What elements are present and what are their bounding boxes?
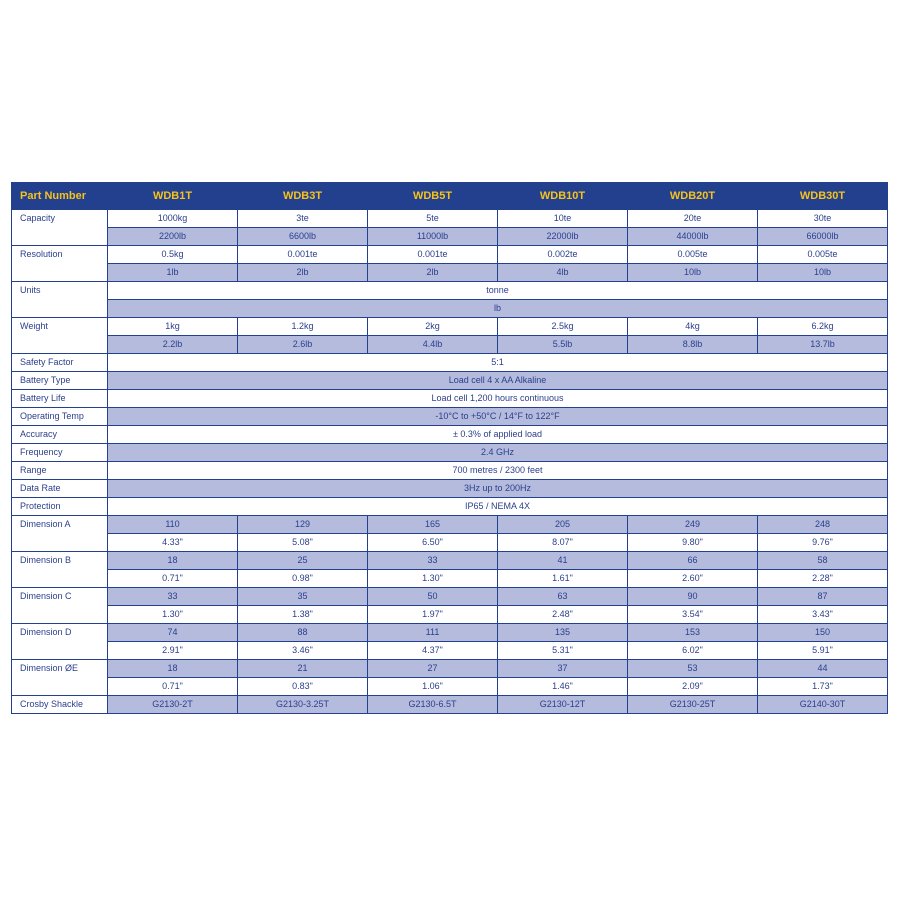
value-cell: 4.4lb <box>368 336 498 354</box>
value-cell: 35 <box>238 588 368 606</box>
table-row <box>12 408 888 426</box>
value-cell: 5.91" <box>758 642 888 660</box>
value-cell: G2130-25T <box>628 696 758 714</box>
value-cell: 135 <box>498 624 628 642</box>
spanning-value-cell: 2.4 GHz <box>108 444 888 462</box>
header-row <box>12 183 888 210</box>
value-cell: 165 <box>368 516 498 534</box>
value-cell: 87 <box>758 588 888 606</box>
value-cell: 2.2lb <box>108 336 238 354</box>
row-label: Crosby Shackle <box>12 696 108 714</box>
table-row <box>12 606 888 624</box>
spanning-value-cell: Load cell 4 x AA Alkaline <box>108 372 888 390</box>
value-cell: 5.31" <box>498 642 628 660</box>
value-cell: 53 <box>628 660 758 678</box>
value-cell: 0.71" <box>108 570 238 588</box>
value-cell: G2130-12T <box>498 696 628 714</box>
table-row <box>12 246 888 264</box>
value-cell: 1.61" <box>498 570 628 588</box>
value-cell: 2.6lb <box>238 336 368 354</box>
table-row <box>12 570 888 588</box>
value-cell: 9.80" <box>628 534 758 552</box>
value-cell: 41 <box>498 552 628 570</box>
value-cell: 1000kg <box>108 210 238 228</box>
table-row <box>12 390 888 408</box>
value-cell: 1lb <box>108 264 238 282</box>
model-header: WDB10T <box>498 183 628 210</box>
value-cell: 10te <box>498 210 628 228</box>
table-row <box>12 516 888 534</box>
row-label: Units <box>12 282 108 318</box>
row-label: Frequency <box>12 444 108 462</box>
spanning-value-cell: Load cell 1,200 hours continuous <box>108 390 888 408</box>
value-cell: 1.30" <box>368 570 498 588</box>
row-label: Accuracy <box>12 426 108 444</box>
spec-table <box>11 182 888 714</box>
value-cell: 63 <box>498 588 628 606</box>
value-cell: 6.02" <box>628 642 758 660</box>
model-header: WDB3T <box>238 183 368 210</box>
value-cell: 50 <box>368 588 498 606</box>
table-row <box>12 498 888 516</box>
value-cell: 4.33" <box>108 534 238 552</box>
value-cell: G2130-2T <box>108 696 238 714</box>
value-cell: 2lb <box>238 264 368 282</box>
table-row <box>12 678 888 696</box>
row-label: Protection <box>12 498 108 516</box>
row-label: Capacity <box>12 210 108 246</box>
value-cell: 2kg <box>368 318 498 336</box>
value-cell: 9.76" <box>758 534 888 552</box>
table-row <box>12 552 888 570</box>
model-header: WDB30T <box>758 183 888 210</box>
value-cell: 27 <box>368 660 498 678</box>
row-label: Operating Temp <box>12 408 108 426</box>
value-cell: 2200lb <box>108 228 238 246</box>
value-cell: 58 <box>758 552 888 570</box>
value-cell: 37 <box>498 660 628 678</box>
value-cell: 2.91" <box>108 642 238 660</box>
value-cell: 66000lb <box>758 228 888 246</box>
table-row <box>12 318 888 336</box>
value-cell: 0.001te <box>368 246 498 264</box>
value-cell: 0.005te <box>628 246 758 264</box>
value-cell: 6600lb <box>238 228 368 246</box>
spanning-value-cell: 5:1 <box>108 354 888 372</box>
value-cell: 5.5lb <box>498 336 628 354</box>
model-header: WDB20T <box>628 183 758 210</box>
value-cell: 90 <box>628 588 758 606</box>
part-number-header: Part Number <box>12 183 108 210</box>
value-cell: 1.06" <box>368 678 498 696</box>
value-cell: 3te <box>238 210 368 228</box>
value-cell: G2140-30T <box>758 696 888 714</box>
value-cell: 74 <box>108 624 238 642</box>
row-label: Battery Life <box>12 390 108 408</box>
value-cell: 66 <box>628 552 758 570</box>
row-label: Range <box>12 462 108 480</box>
value-cell: 5te <box>368 210 498 228</box>
value-cell: 0.002te <box>498 246 628 264</box>
value-cell: G2130-6.5T <box>368 696 498 714</box>
value-cell: 1.2kg <box>238 318 368 336</box>
value-cell: 1.46" <box>498 678 628 696</box>
value-cell: 25 <box>238 552 368 570</box>
table-row <box>12 336 888 354</box>
table-row <box>12 210 888 228</box>
value-cell: 0.5kg <box>108 246 238 264</box>
table-row <box>12 372 888 390</box>
value-cell: 111 <box>368 624 498 642</box>
table-row <box>12 264 888 282</box>
value-cell: 4.37" <box>368 642 498 660</box>
row-label: Resolution <box>12 246 108 282</box>
spanning-value-cell: lb <box>108 300 888 318</box>
table-row <box>12 462 888 480</box>
model-header: WDB1T <box>108 183 238 210</box>
spanning-value-cell: 3Hz up to 200Hz <box>108 480 888 498</box>
table-row <box>12 426 888 444</box>
value-cell: 2.09" <box>628 678 758 696</box>
spanning-value-cell: tonne <box>108 282 888 300</box>
row-label: Data Rate <box>12 480 108 498</box>
value-cell: 33 <box>368 552 498 570</box>
table-row <box>12 354 888 372</box>
value-cell: 13.7lb <box>758 336 888 354</box>
value-cell: 20te <box>628 210 758 228</box>
value-cell: 22000lb <box>498 228 628 246</box>
value-cell: 0.005te <box>758 246 888 264</box>
table-row <box>12 696 888 714</box>
value-cell: 110 <box>108 516 238 534</box>
value-cell: 8.8lb <box>628 336 758 354</box>
value-cell: 6.2kg <box>758 318 888 336</box>
table-row <box>12 660 888 678</box>
value-cell: 249 <box>628 516 758 534</box>
value-cell: 44 <box>758 660 888 678</box>
value-cell: 2.48" <box>498 606 628 624</box>
spanning-value-cell: 700 metres / 2300 feet <box>108 462 888 480</box>
value-cell: 0.71" <box>108 678 238 696</box>
spanning-value-cell: ± 0.3% of applied load <box>108 426 888 444</box>
value-cell: 0.83" <box>238 678 368 696</box>
value-cell: 5.08" <box>238 534 368 552</box>
row-label: Dimension A <box>12 516 108 552</box>
value-cell: 4lb <box>498 264 628 282</box>
value-cell: 8.07" <box>498 534 628 552</box>
value-cell: 33 <box>108 588 238 606</box>
value-cell: 0.98" <box>238 570 368 588</box>
value-cell: 10lb <box>758 264 888 282</box>
value-cell: 6.50" <box>368 534 498 552</box>
value-cell: 0.001te <box>238 246 368 264</box>
value-cell: 205 <box>498 516 628 534</box>
value-cell: 3.43" <box>758 606 888 624</box>
value-cell: 2.28" <box>758 570 888 588</box>
value-cell: 2.5kg <box>498 318 628 336</box>
table-row <box>12 642 888 660</box>
row-label: Dimension B <box>12 552 108 588</box>
value-cell: 88 <box>238 624 368 642</box>
spanning-value-cell: -10°C to +50°C / 14°F to 122°F <box>108 408 888 426</box>
table-row <box>12 588 888 606</box>
value-cell: 129 <box>238 516 368 534</box>
value-cell: 3.54" <box>628 606 758 624</box>
value-cell: 1kg <box>108 318 238 336</box>
value-cell: 2lb <box>368 264 498 282</box>
row-label: Weight <box>12 318 108 354</box>
value-cell: 1.38" <box>238 606 368 624</box>
value-cell: 30te <box>758 210 888 228</box>
value-cell: 1.30" <box>108 606 238 624</box>
value-cell: 18 <box>108 660 238 678</box>
table-header <box>12 183 888 210</box>
value-cell: 10lb <box>628 264 758 282</box>
value-cell: 2.60" <box>628 570 758 588</box>
spanning-value-cell: IP65 / NEMA 4X <box>108 498 888 516</box>
table-row <box>12 228 888 246</box>
value-cell: G2130-3.25T <box>238 696 368 714</box>
table-row <box>12 534 888 552</box>
value-cell: 1.97" <box>368 606 498 624</box>
table-row <box>12 444 888 462</box>
table-row <box>12 624 888 642</box>
table-body <box>12 210 888 714</box>
value-cell: 1.73" <box>758 678 888 696</box>
value-cell: 18 <box>108 552 238 570</box>
value-cell: 21 <box>238 660 368 678</box>
table-row <box>12 480 888 498</box>
model-header: WDB5T <box>368 183 498 210</box>
row-label: Dimension C <box>12 588 108 624</box>
value-cell: 3.46" <box>238 642 368 660</box>
value-cell: 11000lb <box>368 228 498 246</box>
row-label: Safety Factor <box>12 354 108 372</box>
value-cell: 248 <box>758 516 888 534</box>
row-label: Battery Type <box>12 372 108 390</box>
table-row <box>12 282 888 300</box>
value-cell: 153 <box>628 624 758 642</box>
value-cell: 4kg <box>628 318 758 336</box>
table-row <box>12 300 888 318</box>
row-label: Dimension D <box>12 624 108 660</box>
value-cell: 150 <box>758 624 888 642</box>
value-cell: 44000lb <box>628 228 758 246</box>
row-label: Dimension ØE <box>12 660 108 696</box>
